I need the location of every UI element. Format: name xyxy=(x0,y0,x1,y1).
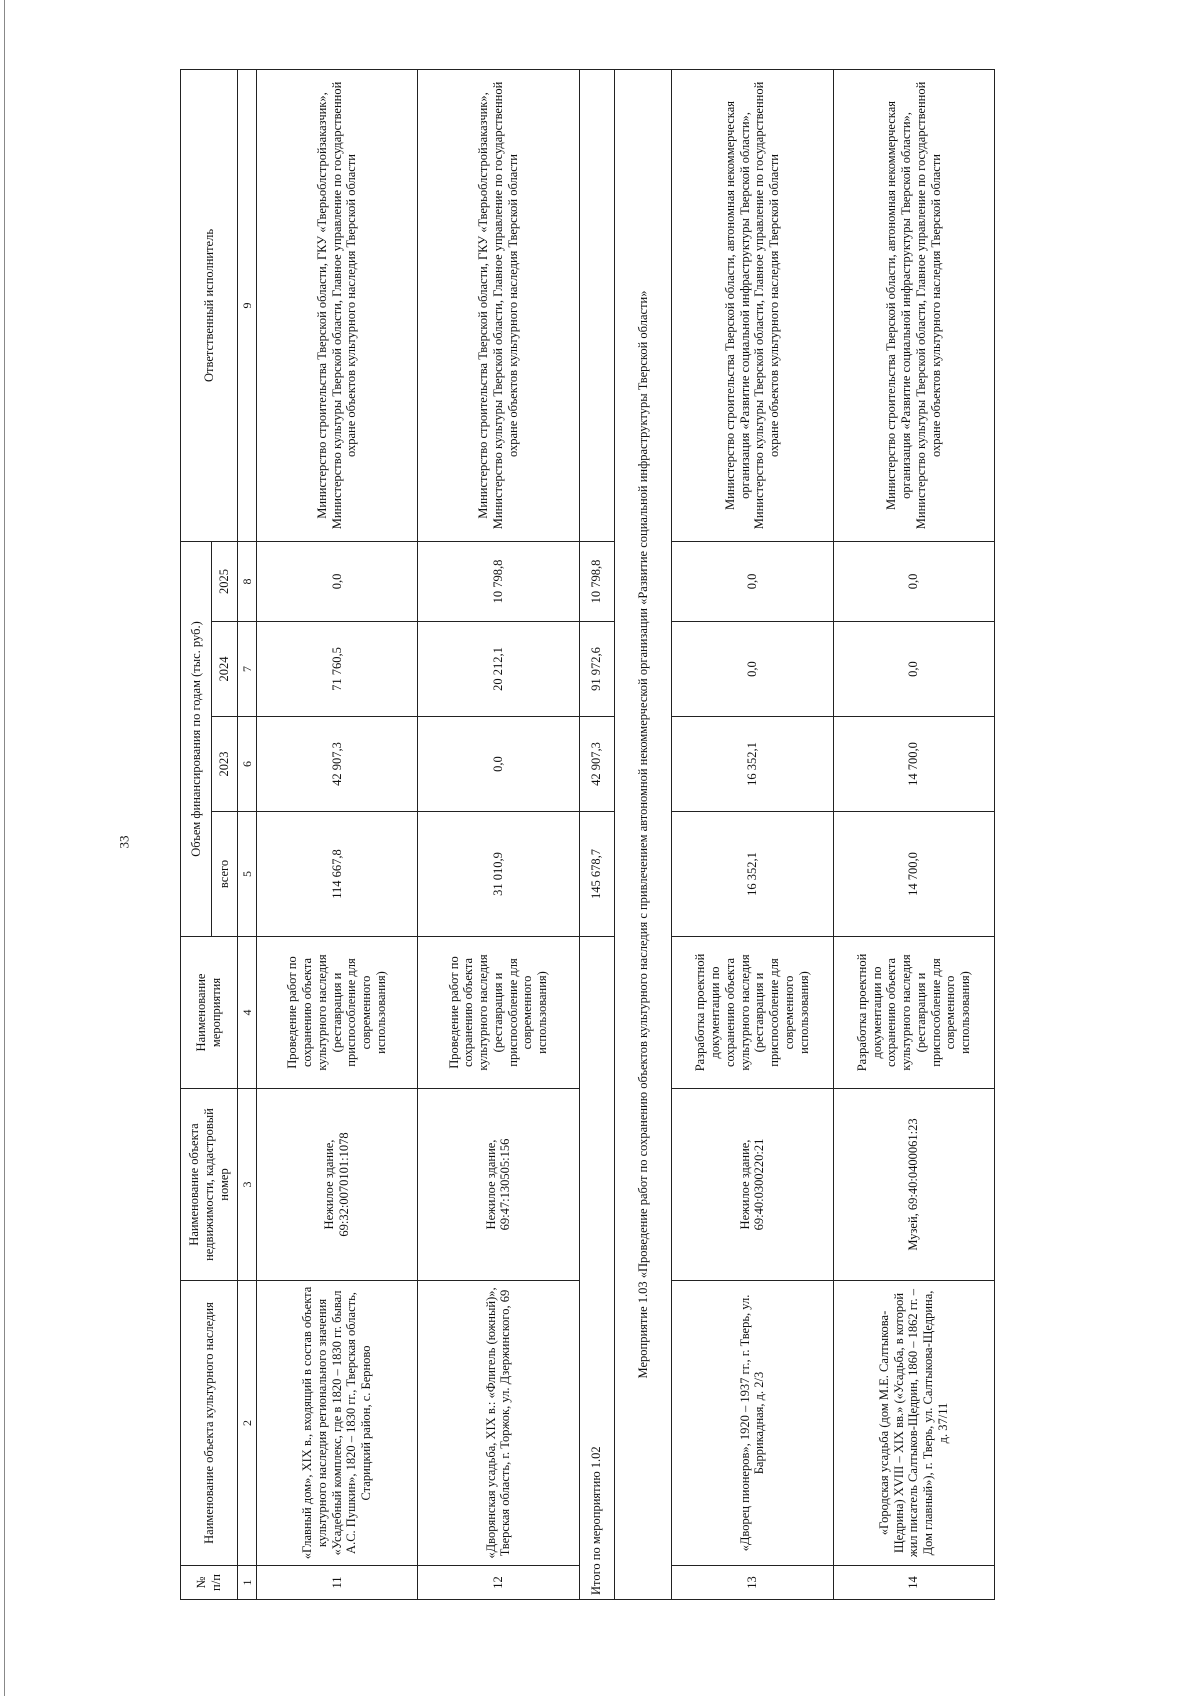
executor: Министерство строительства Тверской области, автономная некоммерческая организация «Развитие социальной инфраструктуры Тверской области», Министерство культуры Тверской области, Главное управление по государственной охране объектов культурного наследия Тверской области xyxy=(672,69,833,541)
col-number: 4 xyxy=(238,937,256,1089)
total-2023: 42 907,3 xyxy=(579,717,615,812)
col-number: 8 xyxy=(238,541,256,621)
header-executor: Ответственный исполнитель xyxy=(181,69,238,541)
measure-103-title: Мероприятие 1.03 «Проведение работ по сохранению объектов культурного наследия с привлечением автономной некоммерческой организации «Развитие социальной инфраструктуры Тверской области» xyxy=(615,69,672,1599)
total-2025: 10 798,8 xyxy=(579,541,615,621)
measure-name: Проведение работ по сохранению объекта культурного наследия (реставрация и приспособление для современного использования) xyxy=(418,937,579,1089)
row-number: 12 xyxy=(418,1566,579,1600)
object-name: «Дворянская усадьба, XIX в.: «Флигель (южный)», Тверская область, г. Торжок, ул. Дзержинского, 69 xyxy=(418,1281,579,1566)
table-row xyxy=(672,69,833,1599)
amount-total: 31 010,9 xyxy=(418,812,579,937)
executor: Министерство строительства Тверской области, ГКУ «Тверьоблстройзаказчик», Министерство культуры Тверской области, Главное управление по государственной охране объектов культурного наследия Тверской области xyxy=(256,69,417,541)
measure-name: Разработка проектной документации по сохранению объекта культурного наследия (реставрация и приспособление для современного использования) xyxy=(672,937,833,1089)
amount-2025: 0,0 xyxy=(256,541,417,621)
amount-2025: 10 798,8 xyxy=(418,541,579,621)
amount-2023: 14 700,0 xyxy=(833,717,995,812)
total-2024: 91 972,6 xyxy=(579,622,615,717)
scan-edge-left xyxy=(4,0,5,1696)
amount-2023: 42 907,3 xyxy=(256,717,417,812)
executor: Министерство строительства Тверской области, ГКУ «Тверьоблстройзаказчик», Министерство культуры Тверской области, Главное управление по государственной охране объектов культурного наследия Тверской области xyxy=(418,69,579,541)
total-row xyxy=(579,69,615,1599)
object-name: «Городская усадьба (дом М.Е. Салтыкова-Щедрина) XVIII – XIX вв.» («Усадьба, в которой жил писатель Салтыков-Щедрин, 1860 – 1862 гг. – Дом главный»), г. Тверь, ул. Салтыкова-Щедрина, д. 37/11 xyxy=(833,1281,995,1566)
col-number: 3 xyxy=(238,1089,256,1281)
measure-name: Проведение работ по сохранению объекта культурного наследия (реставрация и приспособление для современного использования) xyxy=(256,937,417,1089)
amount-total: 14 700,0 xyxy=(833,812,995,937)
amount-2023: 16 352,1 xyxy=(672,717,833,812)
col-number: 1 xyxy=(238,1566,256,1600)
header-object-name: Наименование объекта культурного наследия xyxy=(181,1281,238,1566)
header-2025: 2025 xyxy=(211,541,237,621)
row-number: 13 xyxy=(672,1566,833,1600)
row-number: 11 xyxy=(256,1566,417,1600)
rotated-page xyxy=(180,70,995,1600)
amount-total: 114 667,8 xyxy=(256,812,417,937)
page-number: 33 xyxy=(116,835,132,849)
header-realty: Наименование объекта недвижимости, кадастровый номер xyxy=(181,1089,238,1281)
header-2024: 2024 xyxy=(211,622,237,717)
amount-total: 16 352,1 xyxy=(672,812,833,937)
col-number: 2 xyxy=(238,1281,256,1566)
realty-name: Нежилое здание, 69:40:0300220:21 xyxy=(672,1089,833,1281)
realty-name: Нежилое здание, 69:32:0070101:1078 xyxy=(256,1089,417,1281)
financing-table xyxy=(180,69,995,1600)
table-row xyxy=(418,69,579,1599)
col-number: 6 xyxy=(238,717,256,812)
amount-2024: 0,0 xyxy=(833,622,995,717)
amount-2023: 0,0 xyxy=(418,717,579,812)
col-number: 7 xyxy=(238,622,256,717)
object-name: «Главный дом», XIX в., входящий в состав объекта культурного наследия регионального значения «Усадебный комплекс, где в 1820 – 1830 гг. бывал А.С. Пушкин», 1820 – 1830 гг., Тверская область, Старицкий район, с. Берново xyxy=(256,1281,417,1566)
table-row xyxy=(833,69,995,1599)
header-total: всего xyxy=(211,812,237,937)
total-executor-empty xyxy=(579,69,615,541)
header-2023: 2023 xyxy=(211,717,237,812)
header-measure: Наименование мероприятия xyxy=(181,937,238,1089)
amount-2024: 0,0 xyxy=(672,622,833,717)
realty-name: Нежилое здание, 69:47:130505:156 xyxy=(418,1089,579,1281)
object-name: «Дворец пионеров», 1920 – 1937 гг., г. Тверь, ул. Баррикадная, д. 2/3 xyxy=(672,1281,833,1566)
realty-name: Музей, 69:40:0400061:23 xyxy=(833,1089,995,1281)
amount-2024: 71 760,5 xyxy=(256,622,417,717)
col-number: 5 xyxy=(238,812,256,937)
amount-2024: 20 212,1 xyxy=(418,622,579,717)
header-financing: Объем финансирования по годам (тыс. руб.) xyxy=(181,541,212,936)
measure-header-row xyxy=(615,69,672,1599)
executor: Министерство строительства Тверской области, автономная некоммерческая организация «Развитие социальной инфраструктуры Тверской области», Министерство культуры Тверской области, Главное управление по государственной охране объектов культурного наследия Тверской области xyxy=(833,69,995,541)
amount-2025: 0,0 xyxy=(672,541,833,621)
column-numbers-row xyxy=(238,69,256,1599)
row-number: 14 xyxy=(833,1566,995,1600)
total-label: Итого по мероприятию 1.02 xyxy=(579,937,615,1600)
total-amount: 145 678,7 xyxy=(579,812,615,937)
measure-name: Разработка проектной документации по сохранению объекта культурного наследия (реставрация и приспособление для современного использования) xyxy=(833,937,995,1089)
amount-2025: 0,0 xyxy=(833,541,995,621)
table-row xyxy=(256,69,417,1599)
col-number: 9 xyxy=(238,69,256,541)
header-n: № п/п xyxy=(181,1566,238,1600)
